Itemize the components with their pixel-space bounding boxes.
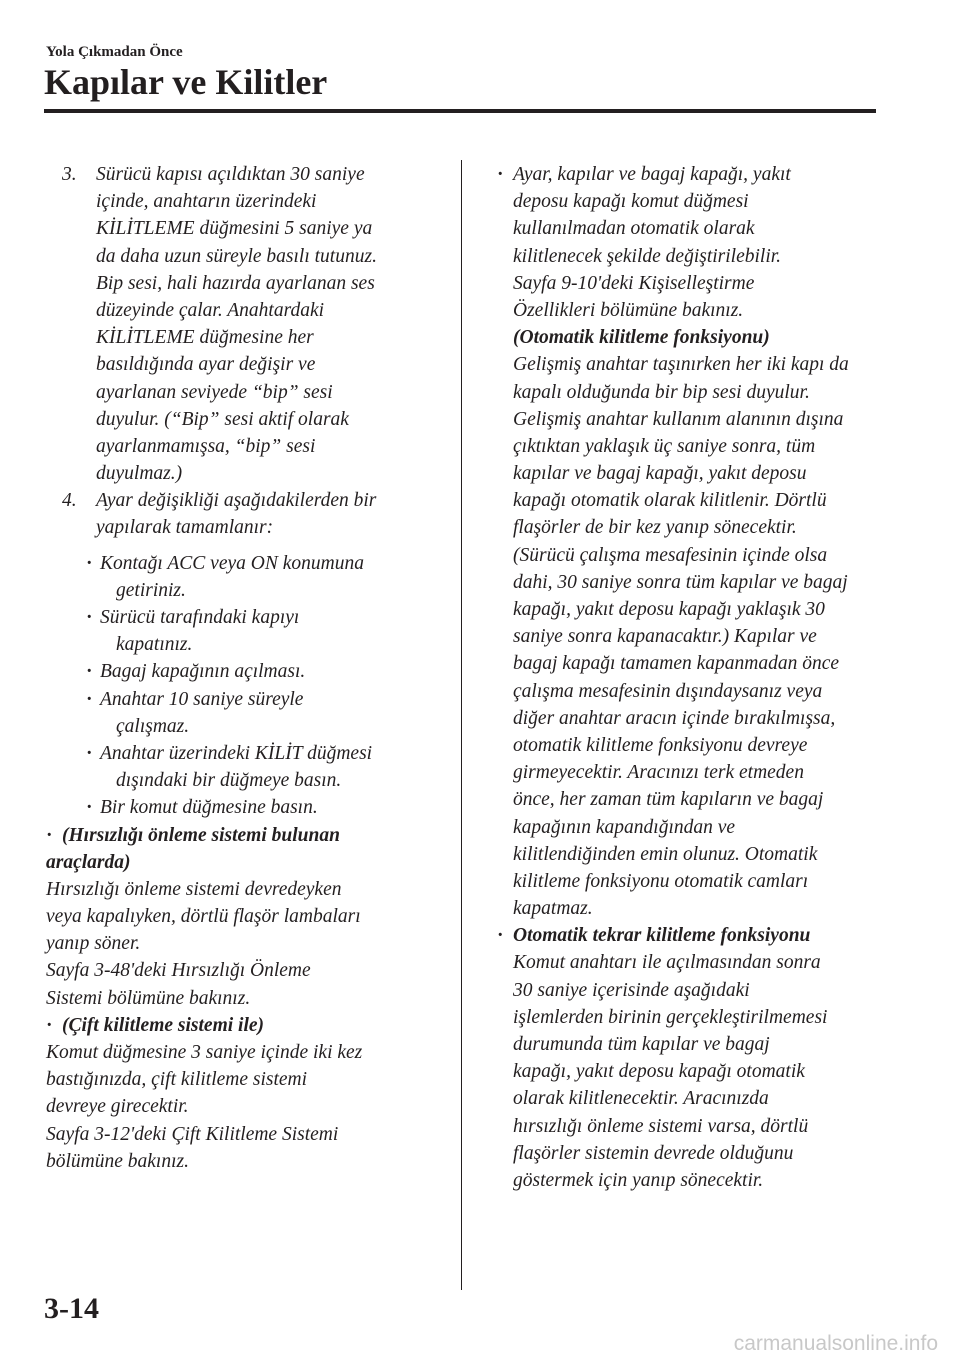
text-line: bagaj kapağı tamamen kapanmadan önce [513,653,840,675]
header-rule [44,109,876,113]
auto-lock-note [497,324,882,922]
text-line: 30 saniye içerisinde aşağıdaki [513,979,750,1001]
text-line: durumunda tüm kapılar ve bagaj [513,1034,770,1055]
text-line: duyulur. (“Bip” sesi aktif olarak [96,408,349,430]
text-line: yanıp söner. [46,933,141,955]
section-label: Yola Çıkmadan Önce [46,44,183,60]
text-line: devreye girecektir. [46,1096,189,1118]
text-line: saniye sonra kapanacaktır.) Kapılar ve [513,626,817,648]
text-line: Komut düğmesine 3 saniye içinde iki kez [46,1042,363,1063]
note-heading: (Otomatik kilitleme fonksiyonu) [513,327,770,349]
text-line: kapalı olduğunda bir bip sesi duyulur. [513,381,810,403]
bullet-text: · Ayar, kapılar ve bagaj kapağı, yakıt [497,161,882,188]
watermark: carmanualsonline.info [733,1332,938,1355]
text-line: Gelişmiş anahtar taşınırken her iki kapı da [513,354,849,376]
note-heading-cont: araçlarda) [46,851,131,873]
sub-item-cont: dışındaki bir düğmeye basın. [116,770,342,792]
step-4 [46,487,448,541]
text-line: Özellikleri bölümüne bakınız. [513,299,744,321]
sub-item-cont: kapatınız. [116,634,193,656]
text-line: yapılarak tamamlanır: [96,517,274,539]
text-line: göstermek için yanıp sönecektir. [513,1169,764,1191]
text-line: Sayfa 3-12'deki Çift Kilitleme Sistemi [46,1123,339,1145]
sub-item: · Sürücü tarafındaki kapıyı [46,604,448,631]
theft-deterrent-note [46,822,448,1012]
text-line: hırsızlığı önleme sistemi varsa, dörtlü [513,1115,809,1137]
text-line: veya kapalıyken, dörtlü flaşör lambaları [46,906,361,928]
text-line: basıldığında ayar değişir ve [96,354,316,376]
text-line: kapağı, yakıt deposu kapağı otomatik [513,1061,805,1083]
text-line: düzeyinde çalar. Anahtardaki [96,299,325,321]
step-text: Ayar değişikliği aşağıdakilerden bir [96,490,377,512]
text-line: Sayfa 9-10'deki Kişiselleştirme [513,272,755,294]
text-line: dahi, 30 saniye sonra tüm kapılar ve bagaj [513,571,848,593]
text-line: flaşörler de bir kez yanıp sönecektir. [513,517,797,539]
text-line: Sayfa 3-48'deki Hırsızlığı Önleme [46,960,311,982]
sub-item: · Bagaj kapağının açılması. [46,658,448,685]
text-line: deposu kapağı komut düğmesi [513,191,749,213]
text-line: (Sürücü çalışma mesafesinin içinde olsa [513,544,828,566]
text-line: ayarlanmamışsa, “bip” sesi [96,435,316,457]
auto-relock-note [497,922,882,1194]
step-3 [46,161,448,487]
text-line: kapağı, yakıt deposu kapağı yaklaşık 30 [513,599,825,620]
column-divider [461,160,462,1290]
text-line: da daha uzun süreyle basılı tutunuz. [96,245,377,267]
text-line: önce, her zaman tüm kapıların ve bagaj [513,789,824,811]
right-column [497,161,882,1194]
text-line: kapılar ve bagaj kapağı, yakıt deposu [513,463,807,485]
text-line: diğer anahtar aracın içinde bırakılmışsa, [513,707,836,729]
step-text: Sürücü kapısı açıldıktan 30 saniye [96,164,365,185]
text-line: kapağı otomatik olarak kilitlenir. Dörtlü [513,490,827,512]
text-line: KİLİTLEME düğmesine her [96,327,314,349]
text-line: kilitlendiğinden emin olunuz. Otomatik [513,843,818,865]
text-line: duyulmaz.) [96,463,183,485]
text-line: bastığınızda, çift kilitleme sistemi [46,1069,308,1091]
sub-item: · Anahtar 10 saniye süreyle [46,686,448,713]
text-line: flaşörler sistemin devrede olduğunu [513,1142,794,1164]
customize-note [497,161,882,324]
text-line: çalışma mesafesinin dışındaysanız veya [513,680,823,702]
text-line: otomatik kilitleme fonksiyonu devreye [513,734,808,756]
text-line: içinde, anahtarın üzerindeki [96,191,317,213]
text-line: Komut anahtarı ile açılmasından sonra [513,952,821,974]
sub-item-cont: getiriniz. [116,579,186,601]
text-line: kilitlenecek şekilde değiştirilebilir. [513,245,782,267]
page-title: Kapılar ve Kilitler [44,62,328,102]
text-line: Sistemi bölümüne bakınız. [46,987,251,1009]
text-line: Bip sesi, hali hazırda ayarlanan ses [96,272,375,294]
note-heading: · (Çift kilitleme sistemi ile) [46,1012,448,1039]
sub-item-cont: çalışmaz. [116,715,190,737]
text-line: kullanılmadan otomatik olarak [513,218,755,240]
sub-list [46,550,448,822]
text-line: olarak kilitlenecektir. Aracınızda [513,1088,769,1110]
note-heading: · Otomatik tekrar kilitleme fonksiyonu [497,922,882,949]
note-heading: · (Hırsızlığı önleme sistemi bulunan [46,822,448,849]
text-line: çıktıktan yaklaşık üç saniye sonra, tüm [513,435,816,457]
sub-item: · Bir komut düğmesine basın. [46,794,448,821]
step-number: 4. [62,490,77,512]
text-line: kapatmaz. [513,898,593,920]
double-lock-note [46,1012,448,1175]
left-column [46,161,448,1175]
text-line: KİLİTLEME düğmesini 5 saniye ya [96,218,373,240]
text-line: girmeyecektir. Aracınızı terk etmeden [513,762,804,784]
text-line: Gelişmiş anahtar kullanım alanının dışına [513,408,844,430]
step-number: 3. [62,164,77,185]
sub-item: · Kontağı ACC veya ON konumuna [46,550,448,577]
text-line: bölümüne bakınız. [46,1150,189,1172]
text-line: kilitleme fonksiyonu otomatik camları [513,870,809,892]
text-line: işlemlerden birinin gerçekleştirilmemesi [513,1006,828,1028]
text-line: Hırsızlığı önleme sistemi devredeyken [46,878,342,900]
text-line: kapağının kapandığından ve [513,816,736,838]
text-line: ayarlanan seviyede “bip” sesi [96,381,333,403]
page-number: 3-14 [44,1292,99,1325]
sub-item: · Anahtar üzerindeki KİLİT düğmesi [46,740,448,767]
